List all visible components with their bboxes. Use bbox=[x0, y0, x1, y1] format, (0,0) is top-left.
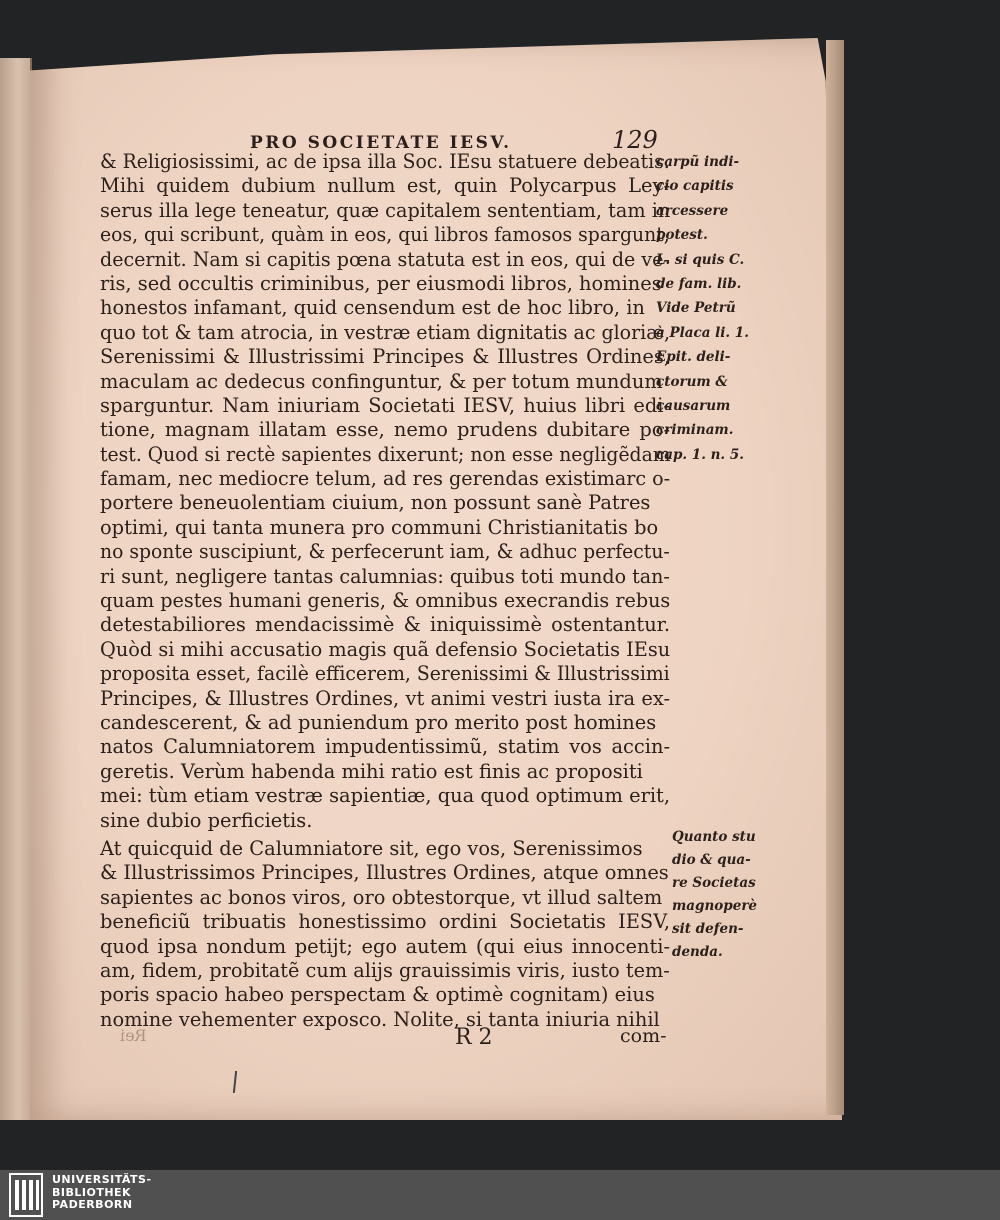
text-line: portere beneuolentiam ciuium, non possunt sanè Patres bbox=[100, 491, 651, 515]
marginal-note-line: causarum bbox=[656, 397, 731, 414]
marginal-note-line: criminam. bbox=[656, 422, 734, 439]
marginal-note-line: dio & qua- bbox=[672, 852, 751, 868]
text-line: quod ipsa nondum petijt; ego autem (qui eius innocenti- bbox=[100, 934, 670, 958]
text-line: ri sunt, negligere tantas calumnias: quibus toti mundo tan- bbox=[100, 564, 670, 588]
marginal-note-line: denda. bbox=[672, 944, 723, 960]
marginal-note-line: carpũ indi- bbox=[656, 154, 740, 170]
page-fore-edge bbox=[826, 40, 844, 1115]
text-line: quam pestes humani generis, & omnibus execrandis rebus bbox=[100, 589, 671, 613]
text-line: At quicquid de Calumniatore sit, ego vos, Serenissimos bbox=[100, 836, 643, 860]
marginal-note-line: potest. bbox=[656, 227, 708, 244]
text-line: proposita esset, facilè efficerem, Serenissimi & Illustrissimi bbox=[100, 662, 670, 686]
body-text bbox=[100, 150, 671, 1031]
marginal-note-line: Epit. deli- bbox=[656, 349, 731, 366]
text-line: & Religiosissimi, ac de ipsa illa Soc. IEsu statuere debeatis. bbox=[100, 150, 670, 173]
logo-line: UNIVERSITÄTS- bbox=[52, 1173, 152, 1186]
text-line: ris, sed occultis criminibus, per eiusmodi libros, homines bbox=[100, 271, 662, 295]
marginal-note-line: à Placa li. 1. bbox=[656, 324, 749, 341]
marginal-note-line: arcessere bbox=[656, 202, 729, 219]
facing-page-edge bbox=[0, 58, 32, 1120]
bleed-through-text: Rei bbox=[120, 1026, 147, 1045]
text-line: mei: tùm etiam vestræ sapientiæ, qua quod optimum erit, bbox=[100, 784, 670, 808]
marginal-notes-bottom bbox=[672, 826, 792, 964]
text-line: sparguntur. Nam iniuriam Societati IESV, huius libri edi- bbox=[100, 393, 670, 417]
text-line: tione, magnam illatam esse, nemo prudens dubitare po- bbox=[100, 418, 670, 442]
text-line: decernit. Nam si capitis pœna statuta est in eos, qui de ve- bbox=[100, 247, 670, 271]
text-line: sine dubio perficietis. bbox=[100, 808, 313, 832]
marginal-note-line: sit defen- bbox=[672, 921, 744, 937]
text-line: natos Calumniatorem impudentissimũ, statim vos accin- bbox=[100, 735, 670, 759]
text-line: beneficiũ tribuatis honestissimo ordini Societatis IESV, bbox=[100, 910, 670, 934]
library-logo-icon bbox=[8, 1172, 44, 1218]
text-line: am, fidem, probitatẽ cum alijs grauissimis viris, iusto tem- bbox=[100, 958, 670, 982]
text-line: Serenissimi & Illustrissimi Principes & Illustres Ordines, bbox=[100, 345, 670, 369]
text-line: poris spacio habeo perspectam & optimè cognitam) eius bbox=[100, 983, 655, 1007]
text-line: geretis. Verùm habenda mihi ratio est finis ac propositi bbox=[100, 759, 643, 783]
text-line: honestos infamant, quid censendum est de hoc libro, in bbox=[100, 296, 645, 320]
text-line: maculam ac dedecus confinguntur, & per totum mundum bbox=[100, 369, 663, 393]
text-line: famam, nec mediocre telum, ad res gerendas existimarc o- bbox=[100, 467, 671, 491]
marginal-note-line: cap. 1. n. 5. bbox=[656, 446, 744, 463]
marginal-note-line: re Societas bbox=[672, 875, 756, 891]
text-line: no sponte suscipiunt, & perfecerunt iam, & adhuc perfectu- bbox=[100, 540, 670, 564]
text-line: Principes, & Illustres Ordines, vt animi vestri iusta ira ex- bbox=[100, 686, 670, 710]
signature-mark: R 2 bbox=[455, 1025, 493, 1050]
marginal-notes-top bbox=[656, 150, 776, 467]
text-line: eos, qui scribunt, quàm in eos, qui libros famosos spargunt, bbox=[100, 223, 670, 247]
marginal-note-line: Quanto stu bbox=[672, 829, 756, 845]
library-logo-text bbox=[52, 1174, 152, 1212]
marginal-note-line: Vide Petrũ bbox=[656, 300, 736, 317]
marginal-note-line: ctorum & bbox=[656, 373, 728, 390]
text-line: Quòd si mihi accusatio magis quã defensio Societatis IEsu bbox=[100, 637, 671, 661]
marginal-note-line: magnoperè bbox=[672, 898, 758, 914]
marginal-note-line: L. si quis C. bbox=[656, 251, 745, 268]
logo-line: BIBLIOTHEK bbox=[52, 1185, 132, 1199]
marginal-note-line: cio capitis bbox=[656, 178, 734, 195]
text-line: Mihi quidem dubium nullum est, quin Polycarpus Ley- bbox=[100, 174, 670, 198]
text-line: & Illustrissimos Principes, Illustres Ordines, atque omnes bbox=[100, 861, 669, 885]
text-line: optimi, qui tanta munera pro communi Christianitatis bo bbox=[100, 515, 659, 539]
page-number: 129 bbox=[612, 126, 658, 154]
text-line: serus illa lege teneatur, quæ capitalem sententiam, tam in bbox=[100, 198, 671, 222]
text-line: nomine vehementer exposco. Nolite, si tanta iniuria nihil bbox=[100, 1007, 660, 1031]
text-line: sapientes ac bonos viros, oro obtestorque, vt illud saltem bbox=[100, 885, 663, 909]
logo-line: PADERBORN bbox=[52, 1198, 133, 1211]
text-line: detestabiliores mendacissimè & iniquissimè ostentantur. bbox=[100, 613, 670, 637]
text-line: test. Quod si rectè sapientes dixerunt; non esse negligẽdam bbox=[100, 442, 671, 466]
catchword: com- bbox=[620, 1025, 667, 1047]
text-line: quo tot & tam atrocia, in vestræ etiam dignitatis ac gloriæ, bbox=[100, 320, 671, 344]
text-line: candescerent, & ad puniendum pro merito post homines bbox=[100, 710, 657, 734]
marginal-note-line: de fam. lib. bbox=[656, 275, 742, 292]
running-title: PRO SOCIETATE IESV. bbox=[250, 133, 512, 153]
